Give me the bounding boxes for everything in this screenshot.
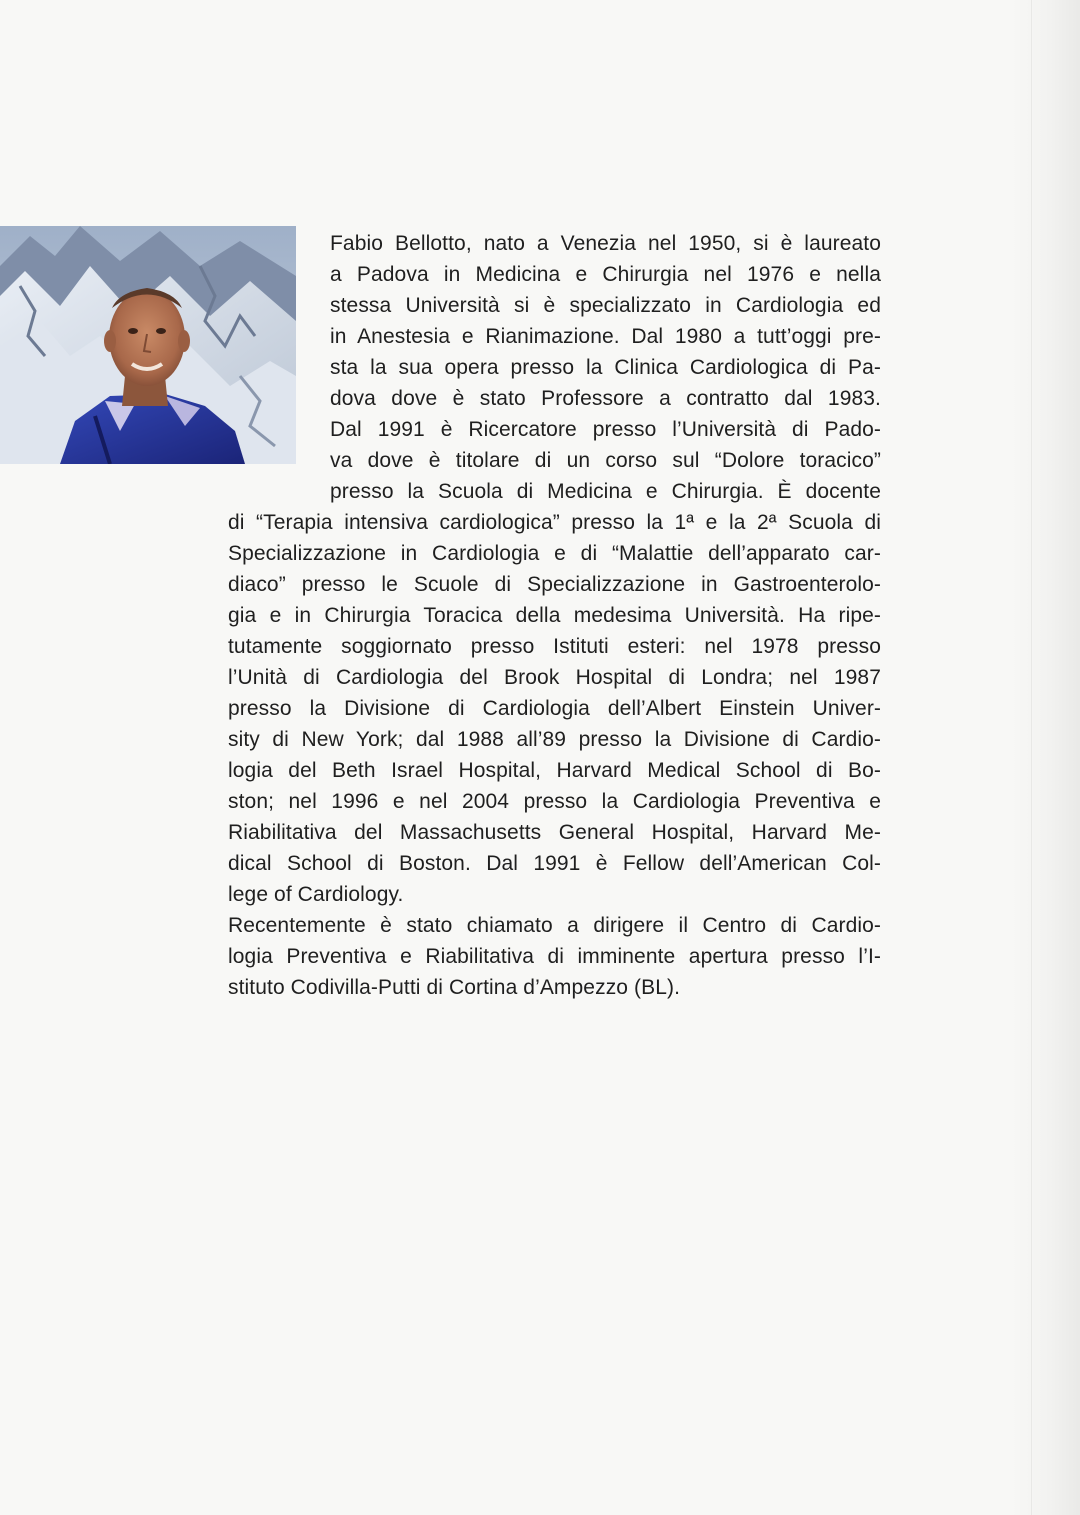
bio-line: Specializzazione in Cardiologia e di “Malattie dell’apparato car- [228, 542, 881, 565]
bio-line: stessa Università si è specializzato in Cardiologia ed [330, 294, 881, 317]
bio-line: tutamente soggiornato presso Istituti esteri: nel 1978 presso [228, 635, 881, 658]
bio-line: logia del Beth Israel Hospital, Harvard Medical School di Bo- [228, 759, 881, 782]
bio-line: Recentemente è stato chiamato a dirigere il Centro di Cardio- [228, 914, 881, 937]
bio-line: l’Unità di Cardiologia del Brook Hospital di Londra; nel 1987 [228, 666, 881, 689]
bio-line: Dal 1991 è Ricercatore presso l’Università di Pado- [330, 418, 881, 441]
bio-line: Fabio Bellotto, nato a Venezia nel 1950, si è laureato [330, 232, 881, 255]
bio-line: di “Terapia intensiva cardiologica” presso la 1ª e la 2ª Scuola di [228, 511, 881, 534]
bio-line: va dove è titolare di un corso sul “Dolore toracico” [330, 449, 881, 472]
bio-line: presso la Scuola di Medicina e Chirurgia. È docente [330, 480, 881, 503]
bio-line: sta la sua opera presso la Clinica Cardiologica di Pa- [330, 356, 881, 379]
bio-line: ston; nel 1996 e nel 2004 presso la Cardiologia Preventiva e [228, 790, 881, 813]
bio-line: sity di New York; dal 1988 all’89 presso la Divisione di Cardio- [228, 728, 881, 751]
bio-line: Riabilitativa del Massachusetts General Hospital, Harvard Me- [228, 821, 881, 844]
bio-line: dova dove è stato Professore a contratto dal 1983. [330, 387, 881, 410]
bio-line: logia Preventiva e Riabilitativa di imminente apertura presso l’I- [228, 945, 881, 968]
bio-line: in Anestesia e Rianimazione. Dal 1980 a tutt’oggi pre- [330, 325, 881, 348]
bio-line: lege of Cardiology. [228, 883, 404, 906]
bio-line: diaco” presso le Scuole di Specializzazione in Gastroenterolo- [228, 573, 881, 596]
bio-line: presso la Divisione di Cardiologia dell’Albert Einstein Univer- [228, 697, 881, 720]
bio-line: stituto Codivilla-Putti di Cortina d’Ampezzo (BL). [228, 976, 681, 999]
bio-line: dical School di Boston. Dal 1991 è Fellow dell’American Col- [228, 852, 881, 875]
bio-line: gia e in Chirurgia Toracica della medesima Università. Ha ripe- [228, 604, 881, 627]
bio-line: a Padova in Medicina e Chirurgia nel 1976 e nella [330, 263, 881, 286]
